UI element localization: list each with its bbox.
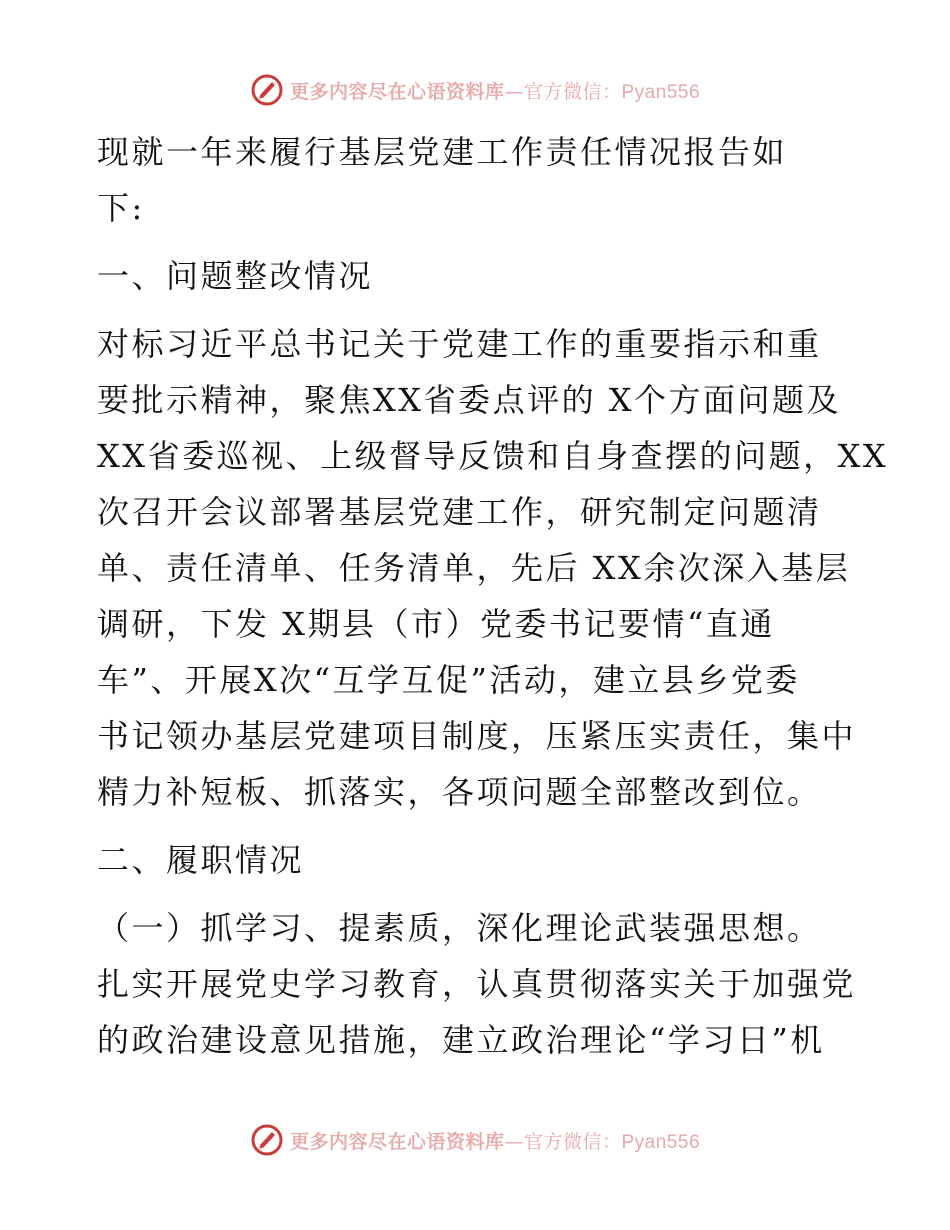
watermark-footer [0, 1120, 950, 1160]
text-line: 调研，下发 X期县（市）党委书记要情“直通 [97, 605, 775, 643]
text-line: （一）抓学习、提素质，深化理论武装强思想。 [97, 909, 822, 947]
text-line: 要批示精神，聚焦XX省委点评的 X个方面问题及 [97, 381, 842, 419]
text-line: 对标习近平总书记关于党建工作的重要指示和重 [97, 325, 822, 363]
text-line: 扎实开展党史学习教育，认真贯彻落实关于加强党 [97, 965, 857, 1003]
paragraph-gap [97, 820, 867, 832]
text-line: 次召开会议部署基层党建工作，研究制定问题清 [97, 493, 822, 531]
paragraph [97, 248, 867, 304]
text-line: 车”、开展X次“互学互促”活动，建立县乡党委 [97, 661, 800, 699]
paragraph [97, 316, 889, 820]
text-line: 书记领办基层党建项目制度，压紧压实责任，集中 [97, 717, 857, 755]
text-line: 单、责任清单、任务清单，先后 XX余次深入基层 [97, 549, 851, 587]
text-line: 一、问题整改情况 [97, 257, 374, 295]
text-line: 二、履职情况 [97, 841, 305, 879]
text-line: 的政治建设意见措施，建立政治理论“学习日”机 [97, 1021, 825, 1059]
watermark-header [0, 70, 950, 110]
text-line: 现就一年来履行基层党建工作责任情况报告如 [97, 133, 788, 171]
watermark-text: 更多内容尽在心语资料库—官方微信：Pyan556 [289, 80, 701, 103]
text-line: 下: [97, 189, 145, 227]
paragraph-gap [97, 304, 867, 316]
paragraph [97, 832, 867, 888]
watermark-text: 更多内容尽在心语资料库—官方微信：Pyan556 [289, 1130, 701, 1153]
text-line: 精力补短板、抓落实，各项问题全部整改到位。 [97, 773, 822, 811]
paragraph-gap [97, 236, 867, 248]
document-body [97, 124, 889, 1068]
paragraph [97, 124, 867, 236]
brand-logo-icon [250, 73, 284, 107]
paragraph-gap [97, 888, 867, 900]
brand-logo-icon [250, 1123, 284, 1157]
paragraph [97, 900, 867, 1068]
text-line: XX省委巡视、上级督导反馈和自身查摆的问题，XX [97, 437, 889, 475]
